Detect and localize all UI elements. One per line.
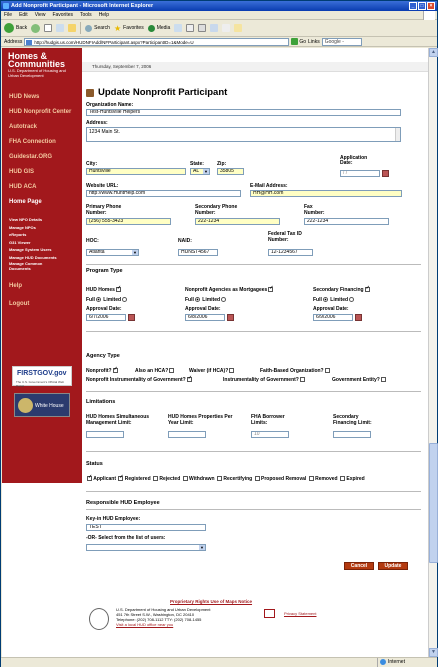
sidebar-item-fha-connection[interactable]: FHA Connection [9, 139, 56, 145]
hca-field [135, 368, 174, 374]
full-label: Full [86, 297, 95, 303]
zip-label: Zip: [217, 161, 227, 167]
simul-limit-input[interactable] [86, 431, 124, 438]
window-title: Add Nonprofit Participant - Microsoft Internet Explorer [11, 3, 154, 9]
secondary-financing-scope [313, 297, 355, 303]
limited-radio[interactable] [349, 297, 354, 302]
ie-icon [3, 3, 9, 9]
close-button[interactable]: × [427, 2, 435, 10]
minimize-button[interactable]: _ [409, 2, 417, 10]
hca-checkbox[interactable] [169, 368, 174, 373]
per-year-label: HUD Homes Properties Per Year Limit: [168, 414, 233, 426]
state-value: AL [193, 168, 200, 174]
employee-heading: Responsible HUD Employee [86, 500, 160, 506]
sidebar-item-autotrack[interactable]: Autotrack [9, 124, 38, 130]
go-arrow-icon [291, 38, 298, 45]
menu-edit[interactable]: Edit [19, 12, 28, 18]
chevron-down-icon: ▼ [204, 169, 208, 174]
back-button[interactable] [4, 23, 27, 33]
secondary-approval-input[interactable]: 6/9/2006 [313, 314, 353, 321]
stop-icon[interactable] [44, 24, 52, 32]
approval-date-label: Approval Date: [86, 306, 122, 312]
registered-label: Registered [124, 476, 151, 482]
sidebar-sub-common-docs[interactable]: Manage Common Documents [9, 261, 43, 271]
city-input[interactable]: Huntsville [86, 168, 186, 175]
brand-block [2, 48, 82, 83]
applicant-label: Applicant [93, 476, 116, 482]
date-bar [82, 62, 428, 72]
waiver-field [189, 368, 234, 374]
full-radio[interactable] [323, 297, 328, 302]
cancel-button[interactable]: Cancel [344, 562, 374, 570]
url-input[interactable] [24, 38, 289, 46]
search-icon [85, 25, 92, 32]
nonprofit-mortgagee-checkbox[interactable] [268, 287, 273, 292]
tax-id-label: Federal Tax ID Number: [268, 231, 302, 243]
print-icon[interactable] [198, 24, 206, 32]
menu-help[interactable]: Help [98, 12, 109, 18]
calendar-icon[interactable] [382, 170, 389, 177]
limited-label: Limited [202, 297, 221, 303]
sidebar-sub-g31[interactable]: G31 Viewer [9, 239, 31, 245]
full-label: Full [313, 297, 322, 303]
gov-entity-checkbox[interactable] [381, 377, 386, 382]
sidebar-sub-users[interactable]: Manage System Users [9, 247, 52, 252]
forward-button[interactable] [31, 24, 40, 33]
firstgov-subtext: The U.S. Government's Official Web Portal [16, 380, 65, 388]
footer-phone: Telephone: (202) 708-1112 TTY: (202) 708-1455 [116, 617, 202, 622]
instr-label: Instrumentality of Government? [223, 377, 299, 383]
sidebar-nav [2, 90, 82, 313]
instr-gov-checkbox[interactable] [187, 377, 192, 382]
whitehouse-text: White House [35, 403, 64, 409]
hud-homes-approval-input[interactable]: 6/7/2006 [86, 314, 126, 321]
page-icon [26, 40, 32, 45]
discuss-icon[interactable] [222, 24, 230, 32]
employee-select[interactable] [86, 544, 206, 551]
windows-logo-icon [423, 11, 435, 20]
faith-label: Faith-Based Organization? [260, 368, 324, 374]
fha-limit-input[interactable]: 10 [251, 431, 289, 438]
withdrawn-label: Withdrawn [189, 476, 215, 482]
withdrawn-checkbox[interactable] [183, 476, 188, 481]
update-button[interactable]: Update [378, 562, 408, 570]
rejected-checkbox[interactable] [153, 476, 158, 481]
application-date-label: Application Date: [340, 155, 368, 166]
instr-checkbox[interactable] [300, 377, 305, 382]
removed-checkbox[interactable] [309, 476, 314, 481]
secondary-limit-label: Secondary Financing Limit: [333, 414, 372, 426]
go-label: Go [299, 38, 307, 45]
hud-homes-scope [86, 297, 128, 303]
secondary-phone-label: Secondary Phone Number: [195, 204, 238, 216]
star-icon: ★ [113, 23, 122, 33]
menu-bar [1, 11, 437, 20]
chevron-down-icon: ▼ [133, 250, 137, 255]
recertifying-checkbox[interactable] [217, 476, 222, 481]
scroll-up-icon[interactable]: ▲ [429, 48, 438, 57]
fax-label: Fax Number: [304, 204, 325, 216]
email-input[interactable]: HH@HH.com [250, 190, 402, 197]
naid-input[interactable]: HUNST4567 [178, 249, 218, 256]
hca-label: Also an HCA? [135, 368, 169, 374]
menu-view[interactable]: View [34, 12, 46, 18]
nonprofit-mortgagee-scope [185, 297, 227, 303]
toolbar [1, 20, 437, 37]
current-date: Thursday, September 7, 2006 [92, 64, 152, 69]
go-button[interactable] [291, 38, 306, 45]
proprietary-link[interactable]: Proprietary Rights Use of Maps Notice [170, 599, 253, 604]
address-bar [1, 37, 437, 47]
sidebar [2, 48, 82, 483]
divider [86, 451, 421, 452]
brand-subtitle: U.S. Department of Housing and Urban Development [8, 68, 66, 78]
equal-housing-icon [264, 609, 275, 618]
vertical-scrollbar[interactable] [428, 48, 437, 657]
mail-icon[interactable] [186, 24, 194, 32]
globe-icon [380, 659, 386, 665]
calendar-icon[interactable] [227, 314, 234, 321]
search-button[interactable] [85, 25, 110, 32]
page-title: Update Nonprofit Participant [98, 87, 228, 98]
instr-field [223, 377, 305, 383]
page-viewport [2, 48, 428, 657]
favorites-button[interactable] [114, 24, 144, 33]
primary-phone-label: Primary Phone Number: [86, 204, 122, 216]
faith-checkbox[interactable] [325, 368, 330, 373]
program-type-heading: Program Type [86, 268, 123, 274]
zone-label: Internet [388, 659, 405, 665]
limited-label: Limited [330, 297, 349, 303]
sidebar-sub-ereports[interactable]: eReports [9, 232, 27, 237]
status-heading: Status [86, 461, 103, 467]
search-label: Search [94, 25, 110, 31]
divider [86, 331, 421, 332]
limited-label: Limited [103, 297, 122, 303]
key-in-label: Key-in HUD Employee: [86, 516, 141, 522]
sidebar-item-hud-news[interactable]: HUD News [9, 94, 40, 100]
full-radio[interactable] [195, 297, 200, 302]
tax-id-input[interactable]: 12-1234567 [268, 249, 313, 256]
brand-title-2: Communities [8, 59, 66, 69]
house-icon [86, 89, 94, 97]
back-label: Back [16, 25, 28, 31]
calendar-icon[interactable] [128, 314, 135, 321]
waiver-checkbox[interactable] [229, 368, 234, 373]
google-toolbar[interactable]: Google - [322, 38, 362, 46]
presidential-seal-icon [18, 398, 33, 413]
approval-date-label: Approval Date: [313, 306, 349, 312]
hud-seal-icon [89, 608, 109, 630]
nonprofit-mortgagee-label [185, 287, 273, 293]
gov-entity-field [332, 377, 386, 383]
full-radio[interactable] [96, 297, 101, 302]
divider [86, 264, 421, 265]
title-bar [1, 1, 437, 11]
limited-radio[interactable] [221, 297, 226, 302]
nonprofit-label: Nonprofit? [86, 368, 112, 374]
limitations-heading: Limitations [86, 399, 116, 405]
sidebar-item-hud-gis[interactable]: HUD GIS [9, 169, 35, 175]
local-office-link[interactable]: Visit a local HUD office near you [116, 622, 174, 627]
menu-favorites[interactable]: Favorites [52, 12, 73, 18]
brand-title: Homes & [8, 51, 48, 61]
hoc-select[interactable] [86, 249, 139, 256]
secondary-financing-checkbox[interactable] [365, 287, 370, 292]
sidebar-item-hud-aca[interactable]: HUD ACA [9, 184, 37, 190]
firstgov-banner[interactable] [12, 366, 72, 386]
application-date-input[interactable]: / / [340, 170, 380, 177]
instr-gov-label: Nonprofit Instrumentality of Government? [86, 377, 186, 383]
sidebar-sub-hud-docs[interactable]: Manage HUD Documents [9, 254, 57, 260]
waiver-label: Waiver (if HCA)? [189, 368, 229, 374]
calendar-icon[interactable] [355, 314, 362, 321]
per-year-limit-input[interactable] [168, 431, 206, 438]
zip-input[interactable]: 35805 [217, 168, 244, 175]
hud-homes-label [86, 287, 121, 293]
menu-file[interactable]: File [4, 12, 13, 18]
fax-input[interactable]: 222-1234 [304, 218, 389, 225]
city-label: City: [86, 161, 98, 167]
sidebar-item-nonprofit-center[interactable]: HUD Nonprofit Center [9, 109, 72, 115]
address-value: 1234 Main St. [89, 129, 120, 135]
sidebar-sub-view-npo[interactable]: View NPO Details [9, 217, 43, 222]
links-button[interactable]: Links [308, 38, 320, 45]
divider [86, 391, 421, 392]
fha-label: FHA Borrower Limits: [251, 414, 285, 426]
history-icon[interactable] [174, 24, 182, 32]
state-label: State: [190, 161, 204, 167]
status-bar [1, 657, 437, 667]
hoc-label: HOC: [86, 238, 99, 244]
separator [80, 22, 81, 34]
full-label: Full [185, 297, 194, 303]
state-select[interactable] [190, 168, 210, 175]
nonprofit-mortgagee-text: Nonprofit Agencies as Mortgagees [185, 287, 268, 293]
hoc-value: Atlanta [89, 249, 105, 255]
status-options [86, 476, 365, 482]
scroll-down-icon[interactable]: ▼ [429, 648, 438, 657]
nonprofit-checkbox[interactable] [113, 368, 118, 373]
secondary-limit-input[interactable] [333, 431, 371, 438]
proposed-removal-checkbox[interactable] [255, 476, 260, 481]
scroll-thumb[interactable] [429, 443, 438, 563]
divider [86, 491, 421, 492]
security-zone [377, 658, 435, 667]
or-select-label: -OR- Select from the list of users: [86, 535, 166, 541]
home-icon[interactable] [68, 24, 76, 32]
simul-label: HUD Homes Simultaneous Management Limit: [86, 414, 150, 426]
sidebar-item-guidestar[interactable]: Guidestar.ORG [9, 154, 53, 160]
website-label: Website URL: [86, 183, 119, 189]
registered-checkbox[interactable] [118, 476, 123, 481]
approval-date-label: Approval Date: [185, 306, 221, 312]
secondary-financing-text: Secondary Financing [313, 287, 364, 293]
menu-tools[interactable]: Tools [80, 12, 92, 18]
instr-gov-field [86, 377, 192, 383]
hud-homes-checkbox[interactable] [116, 287, 121, 292]
maximize-button[interactable]: □ [418, 2, 426, 10]
favorites-label: Favorites [123, 25, 144, 31]
sidebar-sub-manage-npos[interactable]: Manage NPOs [9, 224, 36, 230]
textarea-scrollbar[interactable] [395, 128, 400, 141]
media-icon [148, 25, 155, 32]
address-textarea[interactable] [86, 127, 401, 142]
applicant-checkbox[interactable] [87, 476, 92, 481]
sidebar-item-help[interactable]: Help [9, 283, 23, 289]
employee-input[interactable]: TEST [86, 524, 206, 531]
proposed-removal-label: Proposed Removal [261, 476, 307, 482]
sidebar-item-home[interactable]: Home Page [9, 199, 42, 205]
website-input[interactable]: http://www.HuntHelp.com [86, 190, 241, 197]
rejected-label: Rejected [159, 476, 181, 482]
edit-icon[interactable] [210, 24, 218, 32]
footer-address: 451 7th Street S.W., Washington, DC 20410 [116, 612, 195, 617]
agency-type-heading: Agency Type [86, 353, 120, 359]
media-label: Media [156, 25, 171, 31]
back-arrow-icon [4, 23, 14, 33]
refresh-icon[interactable] [56, 24, 64, 32]
nonprofit-field [86, 368, 118, 374]
media-button[interactable] [148, 25, 171, 32]
url-text: http://hudgis.us.com/HUDNFIAdd/NFParticipant.aspx?ParticipantID=1&Mode=U [34, 39, 194, 45]
expired-label: Expired [346, 476, 365, 482]
address-label: Address [4, 38, 23, 45]
naid-label: NAID: [178, 238, 192, 244]
whitehouse-banner[interactable] [14, 393, 70, 417]
mortgagee-approval-input[interactable]: 6/8/2006 [185, 314, 225, 321]
address-label: Address: [86, 120, 108, 126]
hud-homes-text: HUD Homes [86, 287, 115, 293]
primary-phone-input[interactable]: (256) 555-3423 [86, 218, 171, 225]
firstgov-text: FIRSTGOV.gov [17, 370, 67, 377]
email-label: E-Mail Address: [250, 183, 288, 189]
faith-field [260, 368, 330, 374]
org-name-input[interactable]: Test-Huntsville Helpers [86, 109, 401, 116]
secondary-phone-input[interactable]: 222-1234 [195, 218, 280, 225]
sidebar-item-logout[interactable]: Logout [9, 301, 30, 307]
divider [86, 509, 421, 510]
gov-entity-label: Government Entity? [332, 377, 380, 383]
privacy-link[interactable]: Privacy Statement [284, 611, 317, 616]
org-name-label: Organization Name: [86, 102, 134, 108]
recertifying-label: Recertifying [223, 476, 253, 482]
chevron-down-icon: ▼ [200, 545, 204, 550]
footer-dept: U.S. Department of Housing and Urban Development [116, 607, 211, 612]
expired-checkbox[interactable] [340, 476, 345, 481]
removed-label: Removed [315, 476, 338, 482]
limited-radio[interactable] [122, 297, 127, 302]
messenger-icon[interactable] [234, 24, 242, 32]
secondary-financing-label [313, 287, 370, 293]
